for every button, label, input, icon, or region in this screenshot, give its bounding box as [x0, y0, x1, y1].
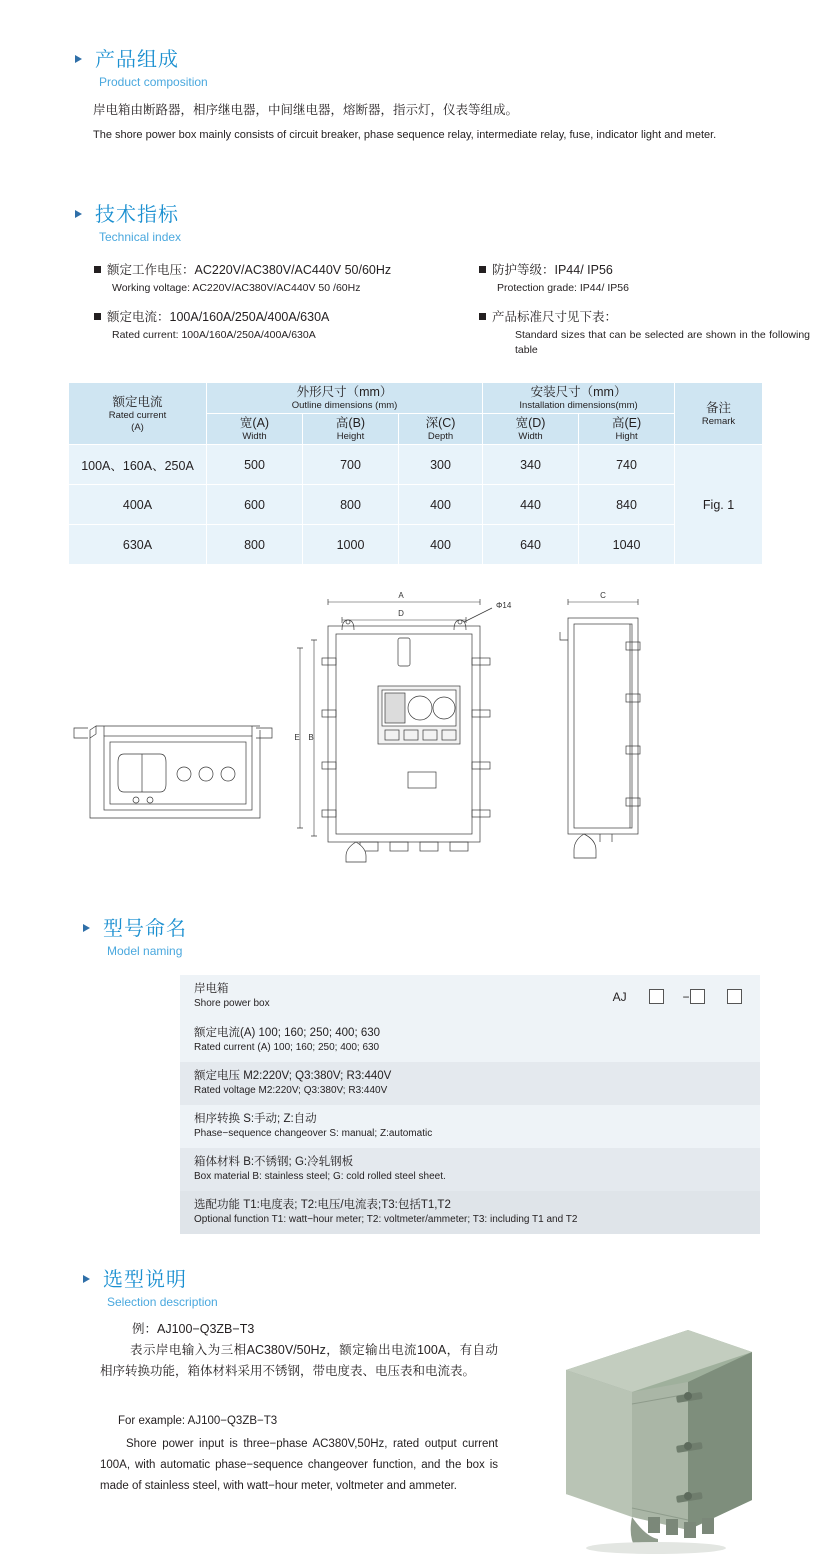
cell-width-d: 640: [483, 525, 579, 565]
section-heading-selection-description: [83, 1268, 218, 1310]
section-heading-product-composition: [75, 48, 208, 90]
product-photo: [536, 1312, 786, 1562]
section-title-en: Selection description: [107, 1295, 218, 1309]
cell-current: 630A: [69, 525, 207, 565]
mn-row-en: Optional function T1: watt−hour meter; T2: voltmeter/ammeter; T3: including T1 and T2: [194, 1214, 578, 1225]
spec-standard-sizes: [479, 307, 799, 325]
th-outline-en: Outline dimensions (mm): [291, 400, 398, 411]
dim-label-d: D: [398, 609, 404, 618]
table-header-row-1: [69, 383, 763, 414]
th-outline-width-cn: 宽(A): [239, 416, 270, 430]
model-code-box-2[interactable]: [690, 989, 705, 1004]
th-rated-current-cn: 额定电流: [112, 394, 163, 409]
cell-depth-c: 400: [399, 525, 483, 565]
technical-drawings: [60, 578, 770, 868]
mn-row-cn: 箱体材料 B:不锈钢; G:冷轧钢板: [194, 1156, 354, 1168]
dim-label-b: B: [308, 733, 314, 742]
mn-row-en: Rated current (A) 100; 160; 250; 400; 630: [194, 1042, 380, 1053]
th-outline-dimensions: [207, 383, 483, 414]
cell-width-a: 600: [207, 485, 303, 525]
th-install-height-cn: 高(E): [611, 416, 642, 430]
mn-row-cn: 相序转换 S:手动; Z:自动: [194, 1113, 317, 1125]
section-title-cn: 技术指标: [95, 204, 179, 226]
th-outline-depth-cn: 深(C): [425, 416, 456, 430]
table-row: [69, 445, 763, 485]
cell-current: 100A、160A、250A: [69, 445, 207, 485]
th-remark-en: Remark: [701, 415, 736, 427]
th-install-en: Installation dimensions(mm): [519, 400, 638, 411]
spec-protection-grade-en: Protection grade: IP44/ IP56: [497, 282, 629, 294]
th-install-cn: 安装尺寸（mm）: [530, 385, 627, 399]
cell-depth-c: 400: [399, 485, 483, 525]
model-code-box-1[interactable]: [649, 989, 664, 1004]
mn-row-cn: 岸电箱: [194, 983, 229, 995]
cell-width-d: 340: [483, 445, 579, 485]
th-rated-current-en: Rated current: [108, 409, 167, 421]
th-remark-cn: 备注: [706, 400, 732, 415]
mn-row-en: Box material B: stainless steel; G: cold rolled steel sheet.: [194, 1171, 446, 1182]
triangle-bullet-icon: [75, 210, 82, 218]
square-bullet-icon: [94, 266, 101, 273]
section-title-cn: 选型说明: [103, 1269, 187, 1291]
dim-label-c: C: [600, 591, 606, 600]
spec-rated-current-cn: 额定电流：100A/160A/250A/400A/630A: [107, 310, 330, 324]
cell-remark: Fig. 1: [675, 445, 763, 565]
model-naming-row-box-material: [180, 1148, 760, 1191]
cell-height-e: 740: [579, 445, 675, 485]
mn-row-cn: 额定电压 M2:220V; Q3:380V; R3:440V: [194, 1070, 392, 1082]
cell-height-e: 840: [579, 485, 675, 525]
triangle-bullet-icon: [75, 55, 82, 63]
table-row: [69, 485, 763, 525]
cell-height-b: 700: [303, 445, 399, 485]
model-naming-row-phase-changeover: [180, 1105, 760, 1148]
cell-width-a: 500: [207, 445, 303, 485]
th-install-width-en: Width: [518, 431, 543, 442]
square-bullet-icon: [479, 266, 486, 273]
square-bullet-icon: [94, 313, 101, 320]
spec-rated-current-en: Rated current: 100A/160A/250A/400A/630A: [112, 329, 316, 341]
th-install-width: [483, 414, 579, 445]
mn-row-en: Shore power box: [194, 998, 270, 1009]
section-title-en: Product composition: [99, 75, 208, 89]
th-install-height: [579, 414, 675, 445]
selection-body-cn: 表示岸电输入为三相AC380V/50Hz，额定输出电流100A，有自动相序转换功能，箱体材料采用不锈钢，带电度表、电压表和电流表。: [100, 1343, 498, 1378]
dim-label-hole: Φ14: [496, 601, 512, 610]
section-title-en: Technical index: [99, 230, 182, 244]
section-heading-model-naming: [83, 917, 187, 959]
th-remark: [675, 383, 763, 445]
section-title-cn: 产品组成: [95, 49, 179, 71]
spec-standard-sizes-cn: 产品标准尺寸见下表：: [492, 310, 618, 324]
spec-working-voltage: [94, 260, 434, 278]
cell-depth-c: 300: [399, 445, 483, 485]
th-outline-cn: 外形尺寸（mm）: [296, 385, 393, 399]
model-naming-row-rated-voltage: [180, 1062, 760, 1105]
table-row: [69, 525, 763, 565]
mn-row-en: Rated voltage M2:220V; Q3:380V; R3:440V: [194, 1085, 388, 1096]
model-naming-block: [180, 975, 760, 1234]
selection-example-en: For example: AJ100−Q3ZB−T3: [118, 1415, 278, 1427]
th-outline-height-cn: 高(B): [335, 416, 366, 430]
spec-rated-current: [94, 307, 434, 325]
cell-width-a: 800: [207, 525, 303, 565]
cell-height-b: 800: [303, 485, 399, 525]
cell-height-e: 1040: [579, 525, 675, 565]
th-install-height-en: Hight: [615, 431, 638, 442]
th-outline-depth: [399, 414, 483, 445]
mn-row-cn: 额定电流(A) 100; 160; 250; 400; 630: [194, 1027, 381, 1039]
model-prefix: AJ: [612, 990, 627, 1004]
drawing-front-view: [297, 599, 492, 862]
model-naming-row-optional-function: [180, 1191, 760, 1234]
selection-example-cn: 例：AJ100−Q3ZB−T3: [132, 1322, 255, 1336]
product-composition-text-cn: 岸电箱由断路器，相序继电器，中间继电器，熔断器，指示灯，仪表等组成。: [93, 103, 519, 117]
cell-width-d: 440: [483, 485, 579, 525]
model-naming-row-rated-current: [180, 1019, 760, 1062]
th-install-width-cn: 宽(D): [515, 416, 546, 430]
cell-current: 400A: [69, 485, 207, 525]
spec-working-voltage-cn: 额定工作电压：AC220V/AC380V/AC440V 50/60Hz: [107, 263, 392, 277]
th-outline-width-en: Width: [242, 431, 267, 442]
dim-label-e: E: [294, 733, 300, 742]
dimensions-table: [68, 382, 763, 565]
mn-row-cn: 选配功能 T1:电度表; T2:电压/电流表;T3:包括T1,T2: [194, 1199, 451, 1211]
th-outline-depth-en: Depth: [427, 431, 454, 442]
section-title-cn: 型号命名: [103, 918, 187, 940]
model-code-box-3[interactable]: [727, 989, 742, 1004]
mn-row-en: Phase−sequence changeover S: manual; Z:automatic: [194, 1128, 433, 1139]
th-outline-height: [303, 414, 399, 445]
selection-body-en: Shore power input is three−phase AC380V,50Hz, rated output current 100A, with automatic phase−sequence changeover function, and the box is made of stainless steel, with watt−hour meter, voltmeter and ammeter.: [100, 1438, 498, 1492]
dim-label-a: A: [398, 591, 404, 600]
triangle-bullet-icon: [83, 924, 90, 932]
triangle-bullet-icon: [83, 1275, 90, 1283]
th-rated-current-unit: (A): [131, 421, 144, 433]
section-heading-technical-index: [75, 203, 181, 245]
square-bullet-icon: [479, 313, 486, 320]
product-composition-text-en: The shore power box mainly consists of circuit breaker, phase sequence relay, intermediate relay, fuse, indicator light and meter.: [93, 129, 717, 141]
th-install-dimensions: [483, 383, 675, 414]
spec-protection-grade-cn: 防护等级：IP44/ IP56: [492, 263, 613, 277]
model-code-group: [613, 988, 742, 1006]
drawing-top-view: [74, 726, 272, 818]
th-rated-current: [69, 383, 207, 445]
spec-working-voltage-en: Working voltage: AC220V/AC380V/AC440V 50 /60Hz: [112, 282, 361, 294]
spec-protection-grade: [479, 260, 799, 278]
section-title-en: Model naming: [107, 944, 183, 958]
th-outline-height-en: Height: [336, 431, 365, 442]
th-outline-width: [207, 414, 303, 445]
dimensions-table-wrapper: [68, 382, 762, 565]
spec-standard-sizes-en: Standard sizes that can be selected are shown in the following table: [515, 329, 810, 356]
drawing-side-view: [560, 599, 640, 858]
model-dash: −: [682, 990, 690, 1004]
cell-height-b: 1000: [303, 525, 399, 565]
model-naming-row-shore-power-box: [180, 975, 760, 1019]
